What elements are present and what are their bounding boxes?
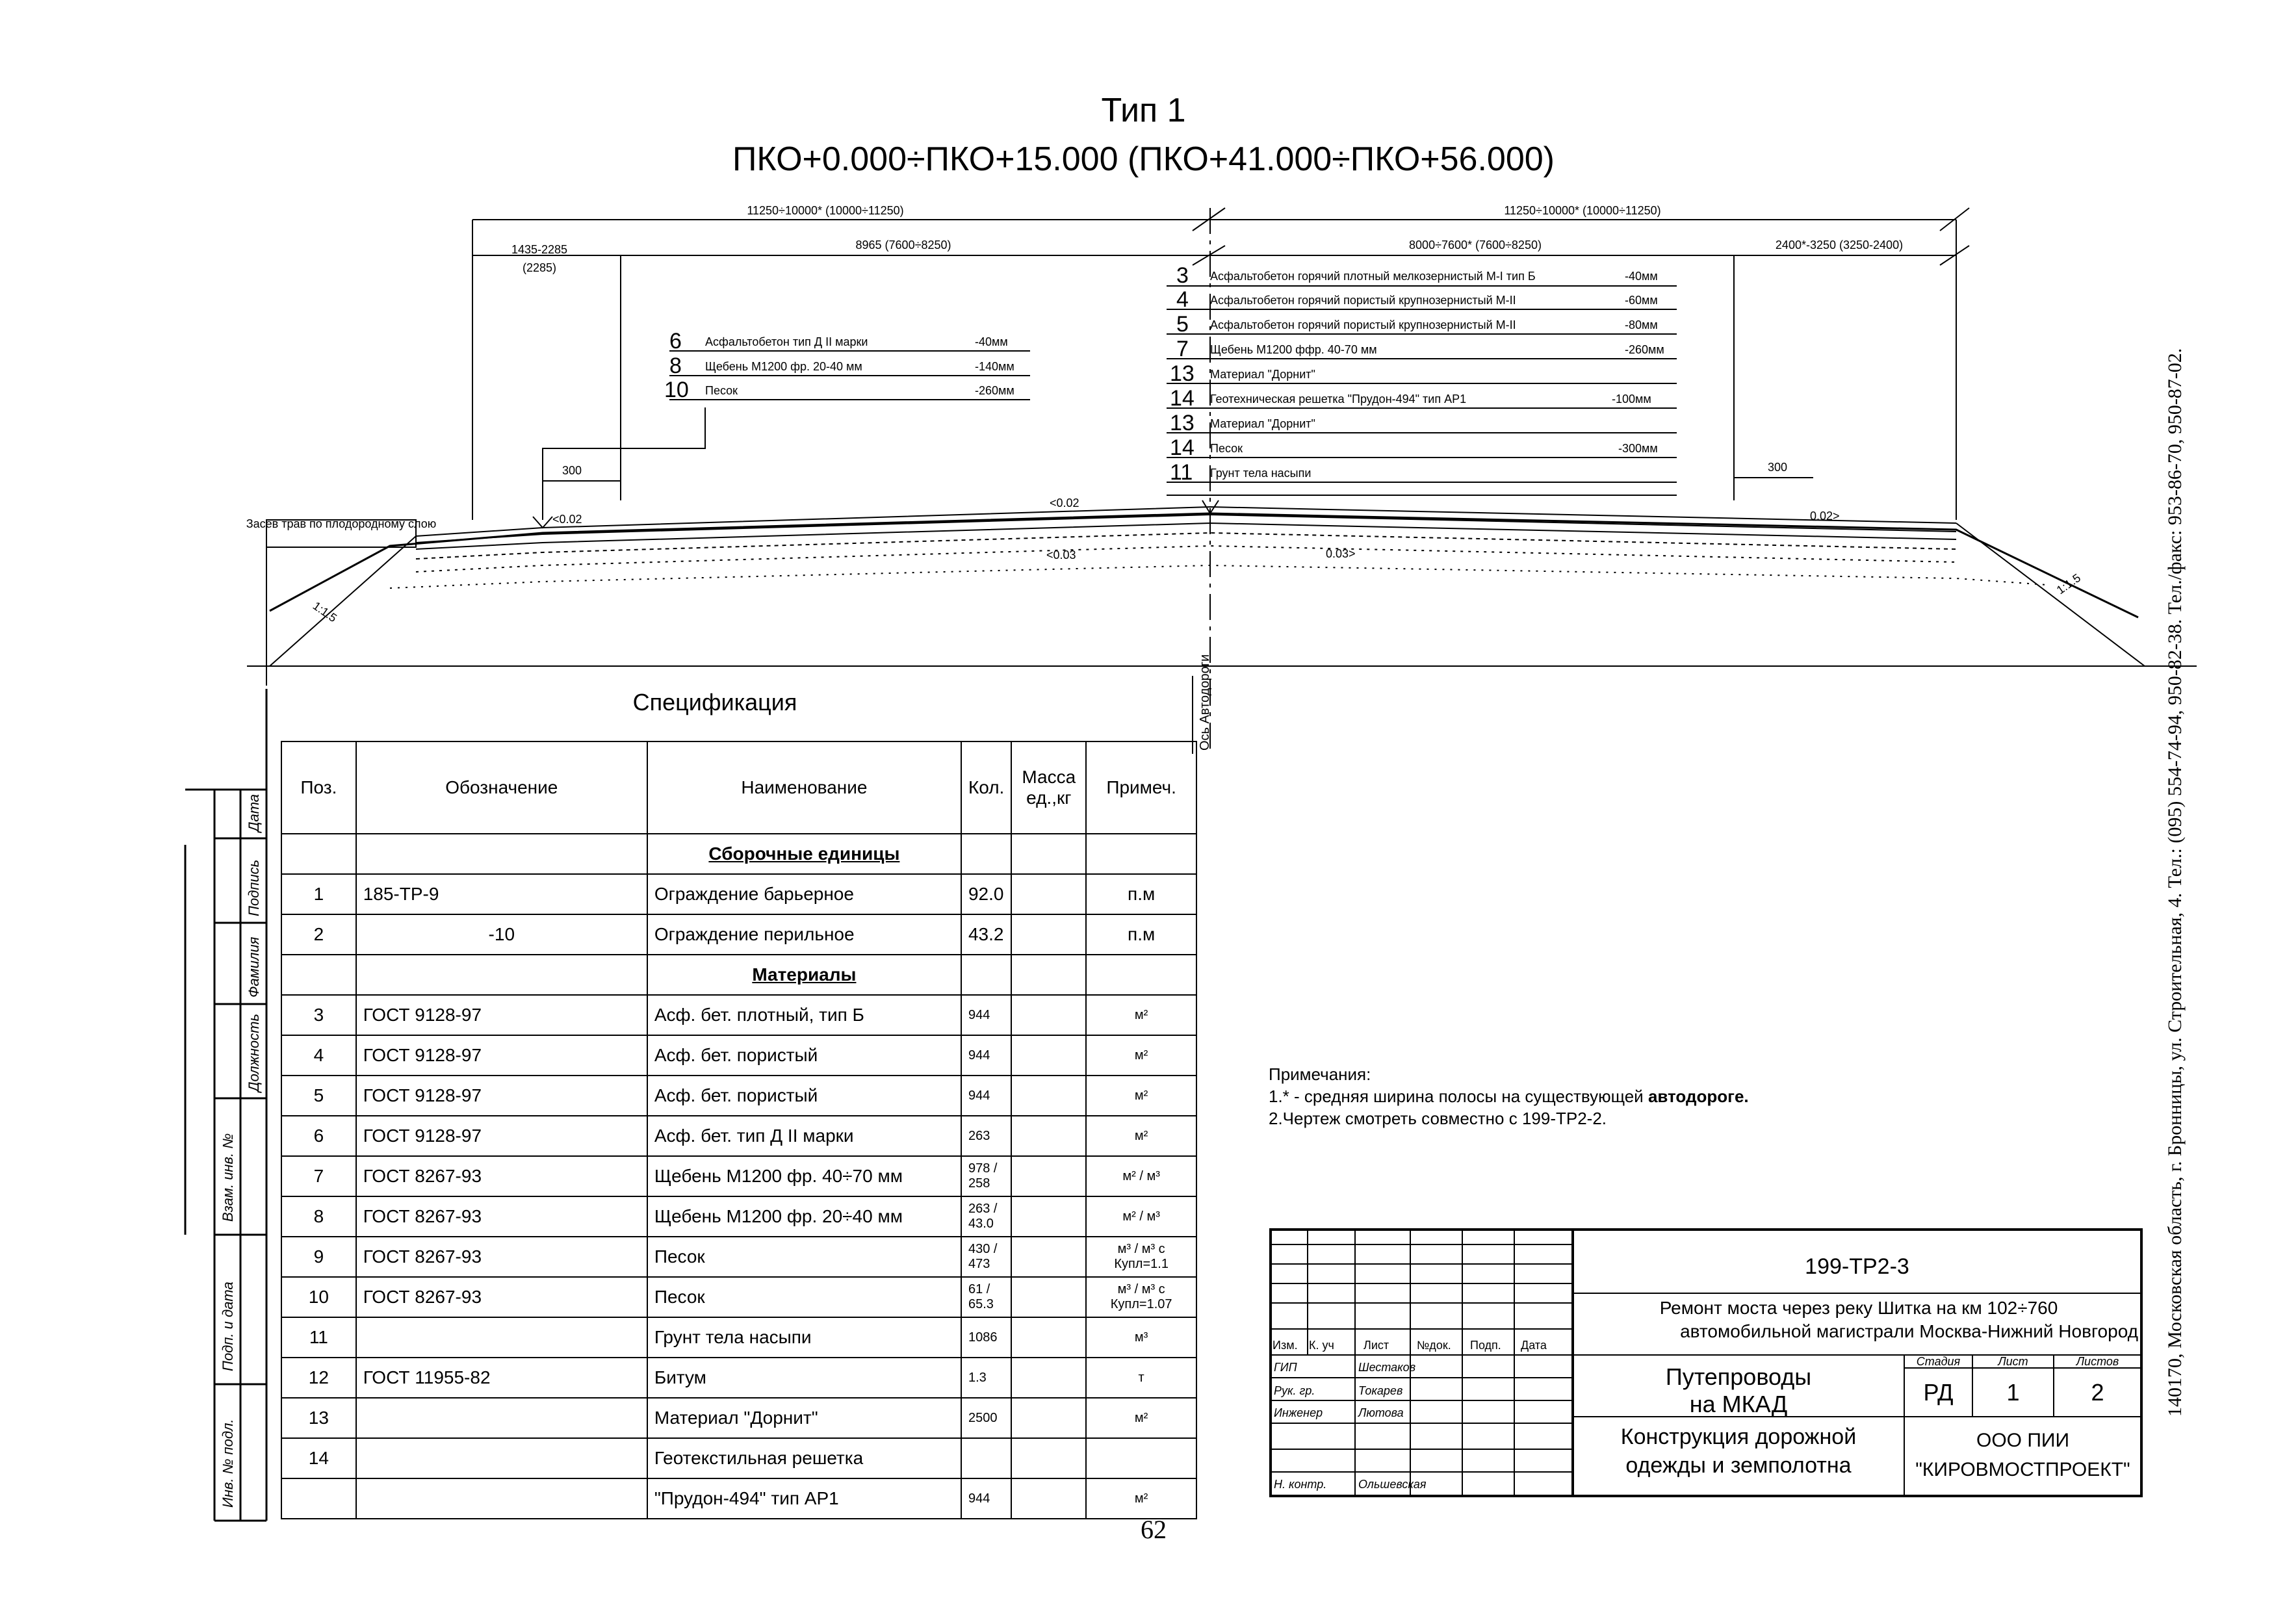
cell-qty: 61 / 65.3 [961,1277,1011,1317]
right-layer-num-4: 7 [1176,337,1189,361]
cell-mass [1011,995,1086,1035]
cell-name: Асф. бет. тип Д II марки [647,1116,961,1156]
table-row [281,1116,1196,1156]
table-row [281,874,1196,914]
stamp-code: 199-ТР2-3 [1805,1254,1909,1279]
left-layer-thick-3: -260мм [975,384,1014,397]
cell-mass [1011,1398,1086,1438]
cell-qty: 944 [961,1076,1011,1116]
right-layer-name-5: Материал "Дорнит" [1210,368,1315,381]
cell-note: п.м [1086,874,1196,914]
cell-designation: ГОСТ 9128-97 [356,1076,647,1116]
cell-note: м² [1086,1398,1196,1438]
dim-offset-left: 300 [562,464,582,477]
cell-name: Грунт тела насыпи [647,1317,961,1358]
cell-note: м² [1086,1035,1196,1076]
spec-section-row [281,834,1196,874]
spec-header-qty: Кол. [961,741,1011,834]
table-row [281,1156,1196,1196]
note-1 [1269,1085,1749,1107]
right-layer-num-7: 13 [1170,411,1195,435]
table-row [281,1196,1196,1237]
right-layer-name-2: Асфальтобетон горячий пористый крупнозернистый М-II [1210,294,1516,307]
slope-right-low: 0.03> [1326,547,1356,560]
cell-pos: 12 [281,1358,356,1398]
cell-pos: 9 [281,1237,356,1277]
table-row [281,1438,1196,1478]
right-layer-num-2: 4 [1176,287,1189,312]
cell-qty: 944 [961,995,1011,1035]
stamp-col-sheet: Лист [1363,1339,1389,1352]
stamp-col-change: Изм. [1273,1339,1298,1352]
notes-block [1269,1063,1749,1129]
left-layer-thick-2: -140мм [975,360,1014,373]
slope-center-top: <0.02 [1050,496,1079,509]
cell-qty: 430 / 473 [961,1237,1011,1277]
cell-qty: 2500 [961,1398,1011,1438]
cell-designation [356,1478,647,1519]
right-layer-name-9: Грунт тела насыпи [1210,467,1311,480]
cell-mass [1011,1076,1086,1116]
cell-qty: 1086 [961,1317,1011,1358]
cell-note: м² / м³ [1086,1156,1196,1196]
cell-pos [281,1478,356,1519]
stamp-org-2: "КИРОВМОСТПРОЕКТ" [1915,1459,2130,1480]
spec-header-name: Наименование [647,741,961,834]
dim-right-edge: 2400*-3250 (3250-2400) [1775,238,1904,251]
stamp-section: Путепроводы [1665,1363,1812,1390]
right-layer-name-8: Песок [1210,442,1243,455]
cell-qty: 944 [961,1035,1011,1076]
stamp-sheet: 1 [2006,1379,2020,1406]
spec-section-row [281,955,1196,995]
cell-mass [1011,1156,1086,1196]
spec-header-note: Примеч. [1086,741,1196,834]
left-layer-num-3: 10 [664,378,689,402]
stamp-name-group: Токарев [1358,1384,1403,1397]
cell-qty: 944 [961,1478,1011,1519]
spec-title: Спецификация [632,689,797,715]
cell-designation: ГОСТ 9128-97 [356,1035,647,1076]
cell-name: Щебень М1200 фр. 40÷70 мм [647,1156,961,1196]
cell-pos: 10 [281,1277,356,1317]
stamp-col-doc: №док. [1417,1339,1451,1352]
specification-table [281,741,1197,1519]
left-layer-name-3: Песок [705,384,738,397]
stamp-name-chief: Шестаков [1358,1361,1416,1374]
dim-top-right: 11250÷10000* (10000÷11250) [1504,204,1661,217]
right-layer-num-6: 14 [1170,386,1195,411]
cell-qty: 1.3 [961,1358,1011,1398]
right-layer-name-1: Асфальтобетон горячий плотный мелкозернистый М-I тип Б [1210,270,1536,283]
cell-pos: 7 [281,1156,356,1196]
stamp-name-engineer: Лютова [1358,1406,1404,1419]
grass-label: Засев трав по плодородному слою [246,517,437,530]
stamp-col-sign: Подп. [1470,1339,1501,1352]
dim-mid-left: 8965 (7600÷8250) [855,238,951,251]
cell-name: Ограждение перильное [647,914,961,955]
cell-designation: ГОСТ 8267-93 [356,1196,647,1237]
cell-pos: 4 [281,1035,356,1076]
strip-sign-date-label: Подп. и дата [220,1282,236,1371]
table-row [281,914,1196,955]
cell-designation: ГОСТ 8267-93 [356,1277,647,1317]
cell-designation: ГОСТ 8267-93 [356,1237,647,1277]
spec-header-pos: Поз. [281,741,356,834]
stamp-col-count: К. уч [1309,1339,1334,1352]
stamp-desc-1: Ремонт моста через реку Шитка на км 102÷760 [1659,1298,2058,1318]
right-layer-thick-6: -100мм [1612,393,1651,406]
cell-name: Асф. бет. пористый [647,1076,961,1116]
cell-name: Материал "Дорнит" [647,1398,961,1438]
left-layer-num-1: 6 [669,329,682,354]
stamp-drawing-2: одежды и земполотна [1625,1453,1852,1478]
spec-header-designation: Обозначение [356,741,647,834]
stamp-stage-head: Стадия [1916,1355,1961,1368]
cell-designation: ГОСТ 11955-82 [356,1358,647,1398]
table-row [281,1035,1196,1076]
cell-pos: 3 [281,995,356,1035]
cell-mass [1011,914,1086,955]
stamp-col-date: Дата [1521,1339,1547,1352]
stamp-drawing-1: Конструкция дорожной [1620,1424,1857,1449]
cell-designation: -10 [356,914,647,955]
right-layer-thick-2: -60мм [1625,294,1658,307]
spec-section-assemblies: Сборочные единицы [647,834,961,874]
stamp-role-chief: ГИП [1274,1361,1297,1374]
dim-left-edge-sub: (2285) [522,261,557,274]
cell-note: м² [1086,1076,1196,1116]
cell-qty: 263 / 43.0 [961,1196,1011,1237]
cell-note: п.м [1086,914,1196,955]
stamp-sheets: 2 [2091,1379,2104,1406]
cell-designation: ГОСТ 9128-97 [356,995,647,1035]
cell-name: Песок [647,1237,961,1277]
cell-pos: 5 [281,1076,356,1116]
right-layer-thick-8: -300мм [1618,442,1658,455]
cell-pos: 13 [281,1398,356,1438]
cell-mass [1011,1317,1086,1358]
table-row [281,1237,1196,1277]
dim-mid-right: 8000÷7600* (7600÷8250) [1409,238,1542,251]
cell-mass [1011,1358,1086,1398]
stamp-stage: РД [1923,1379,1954,1406]
cell-note: м² [1086,995,1196,1035]
cell-name: Битум [647,1358,961,1398]
cell-name: Асф. бет. пористый [647,1035,961,1076]
cell-note: м² / м³ [1086,1196,1196,1237]
right-layer-name-6: Геотехническая решетка "Прудон-494" тип АР1 [1210,393,1467,406]
right-layer-name-7: Материал "Дорнит" [1210,417,1315,430]
stamp-desc-2: автомобильной магистрали Москва-Нижний Новгород [1680,1321,2138,1341]
cell-name: Щебень М1200 фр. 20÷40 мм [647,1196,961,1237]
cell-qty: 978 / 258 [961,1156,1011,1196]
cell-designation: 185-ТР-9 [356,874,647,914]
slope-right-top: 0.02> [1810,509,1840,522]
cell-designation: ГОСТ 9128-97 [356,1116,647,1156]
cell-pos: 2 [281,914,356,955]
cell-pos: 6 [281,1116,356,1156]
cell-name: Асф. бет. плотный, тип Б [647,995,961,1035]
embankment-left-slope: 1:1.5 [310,599,339,625]
right-layer-num-3: 5 [1176,312,1189,337]
cell-note: м³ [1086,1317,1196,1358]
drawing-range-title: ПКО+0.000÷ПКО+15.000 (ПКО+41.000÷ПКО+56.000) [732,140,1555,178]
right-layer-num-8: 14 [1170,435,1195,460]
cell-pos: 8 [281,1196,356,1237]
cell-pos: 1 [281,874,356,914]
right-layer-num-1: 3 [1176,263,1189,288]
cell-note: м³ / м³ с Купл=1.07 [1086,1277,1196,1317]
cell-note: м² [1086,1116,1196,1156]
stamp-sheets-head: Листов [2076,1355,2119,1368]
table-row [281,995,1196,1035]
cell-mass [1011,1478,1086,1519]
right-layer-thick-1: -40мм [1625,270,1658,283]
note-1-text: 1.* - средняя ширина полосы на существующей [1269,1087,1648,1106]
right-layer-thick-4: -260мм [1625,343,1664,356]
cell-qty: 92.0 [961,874,1011,914]
strip-signature-label: Подпись [246,859,262,916]
cell-pos: 14 [281,1438,356,1478]
cell-qty: 43.2 [961,914,1011,955]
table-row [281,1398,1196,1438]
table-row [281,1076,1196,1116]
slope-left-low: <0.03 [1046,548,1076,561]
spec-header-row [281,741,1196,834]
spec-section-materials: Материалы [647,955,961,995]
table-row [281,1277,1196,1317]
cell-note [1086,1438,1196,1478]
stamp-section-2: на МКАД [1689,1391,1788,1417]
drawing-type-title: Тип 1 [1101,92,1186,129]
cell-note: т [1086,1358,1196,1398]
cell-name: Песок [647,1277,961,1317]
right-layer-name-3: Асфальтобетон горячий пористый крупнозернистый М-II [1210,318,1516,331]
page-number: 62 [1141,1515,1167,1544]
cell-qty [961,1438,1011,1478]
cell-designation [356,1317,647,1358]
cell-name: Ограждение барьерное [647,874,961,914]
cell-name: Геотекстильная решетка [647,1438,961,1478]
company-address: 140170, Московская область, г. Бронницы, ул. Строительная, 4. Тел.: (095) 554-74-94, 950-82-38. Тел./факс: 953-86-70, 950-87-02. [2164,348,2186,1417]
dim-top-left: 11250÷10000* (10000÷11250) [747,204,904,217]
cell-mass [1011,1277,1086,1317]
cell-designation [356,1438,647,1478]
cell-note: м² [1086,1478,1196,1519]
cell-name: "Прудон-494" тип АР1 [647,1478,961,1519]
stamp-name-control: Ольшевская [1358,1478,1427,1491]
dim-left-edge: 1435-2285 [511,243,568,256]
strip-position-label: Должность [246,1013,262,1092]
left-layer-name-2: Щебень М1200 фр. 20-40 мм [705,360,862,373]
cell-mass [1011,874,1086,914]
table-row [281,1478,1196,1519]
dim-offset-right: 300 [1767,461,1788,474]
spec-header-mass: Масса ед.,кг [1011,741,1086,834]
right-layer-num-5: 13 [1170,361,1195,386]
cell-designation [356,1398,647,1438]
cell-mass [1011,1116,1086,1156]
left-layer-name-1: Асфальтобетон тип Д II марки [705,335,868,348]
notes-heading: Примечания: [1269,1064,1371,1084]
cell-mass [1011,1438,1086,1478]
cell-mass [1011,1237,1086,1277]
right-layer-num-9: 11 [1170,460,1193,485]
embankment-right-slope: 1:1.5 [2054,571,2084,597]
left-layer-thick-1: -40мм [975,335,1008,348]
cell-pos: 11 [281,1317,356,1358]
left-layer-num-2: 8 [669,354,682,378]
stamp-role-engineer: Инженер [1274,1406,1323,1419]
note-1-bold: автодороге. [1647,1087,1749,1106]
stamp-role-group: Рук. гр. [1274,1384,1315,1397]
note-2: 2.Чертеж смотреть совместно с 199-ТР2-2. [1269,1109,1607,1128]
cell-mass [1011,1035,1086,1076]
right-layer-name-4: Щебень М1200 ффр. 40-70 мм [1210,343,1377,356]
table-row [281,1358,1196,1398]
stamp-sheet-head: Лист [1998,1355,2028,1368]
table-row [281,1317,1196,1358]
strip-date-label: Дата [246,793,262,832]
cell-note: м³ / м³ с Купл=1.1 [1086,1237,1196,1277]
stamp-role-control: Н. контр. [1274,1478,1327,1491]
strip-replaced-inv-label: Взам. инв. № [220,1133,236,1222]
stamp-org-1: ООО ПИИ [1976,1430,2070,1451]
strip-surname-label: Фамилия [246,936,262,998]
cell-designation: ГОСТ 8267-93 [356,1156,647,1196]
cell-mass [1011,1196,1086,1237]
axis-label: Ось Автодороги [1198,654,1212,751]
right-layer-thick-3: -80мм [1625,318,1658,331]
slope-left-top: <0.02 [552,513,582,526]
strip-inv-label: Инв. № подл. [220,1419,236,1508]
cell-qty: 263 [961,1116,1011,1156]
